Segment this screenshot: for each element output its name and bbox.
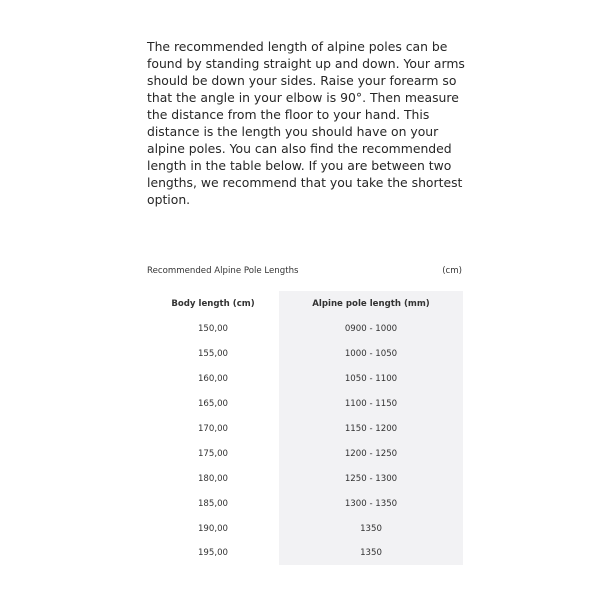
table-row [147,466,463,491]
table-row [147,317,463,342]
header-pole-length: Alpine pole length (mm) [312,299,430,309]
body-length-cell: 160,00 [197,374,229,385]
pole-length-cell: 1350 [360,548,382,559]
body-length-cell: 155,00 [197,349,229,360]
pole-length-table [147,291,463,566]
table-unit: (cm) [442,266,462,276]
table-caption: Recommended Alpine Pole Lengths [147,266,299,276]
body-length-cell: 165,00 [197,399,229,410]
pole-length-cell: 0900 - 1000 [344,324,398,335]
intro-paragraph: The recommended length of alpine poles can be found by standing straight up and down. Your arms should be down your sides. Raise your forearm so that the angle in your elbow is 90°. Then measure the distance from the floor to your hand. This distance is the length you should have on your alpine poles. You can also find the recommended length in the table below. If you are between two lengths, we recommend that you take the shortest option. [147,39,465,207]
body-length-cell: 195,00 [197,548,229,559]
size-table [147,291,463,566]
body-length-cell: 190,00 [197,523,229,534]
table-row [147,417,463,442]
header-body-length: Body length (cm) [171,299,255,309]
table-row [147,367,463,392]
pole-length-cell: 1050 - 1100 [344,374,398,385]
table-row [147,541,463,566]
body-length-cell: 180,00 [197,473,229,484]
pole-length-cell: 1200 - 1250 [344,448,398,459]
pole-length-cell: 1250 - 1300 [344,473,398,484]
pole-length-cell: 1000 - 1050 [344,349,398,360]
table-row [147,392,463,417]
table-row [147,441,463,466]
body-length-cell: 175,00 [197,448,229,459]
body-length-cell: 170,00 [197,424,229,434]
pole-length-cell: 1100 - 1150 [344,399,398,410]
body-length-cell: 185,00 [197,498,229,509]
body-length-cell: 150,00 [197,324,229,335]
table-row [147,342,463,367]
table-row [147,491,463,516]
table-row [147,516,463,541]
table-header-row [147,291,463,317]
pole-length-cell: 1350 [360,523,382,534]
pole-length-cell: 1150 - 1200 [344,424,398,434]
pole-length-cell: 1300 - 1350 [344,498,398,509]
